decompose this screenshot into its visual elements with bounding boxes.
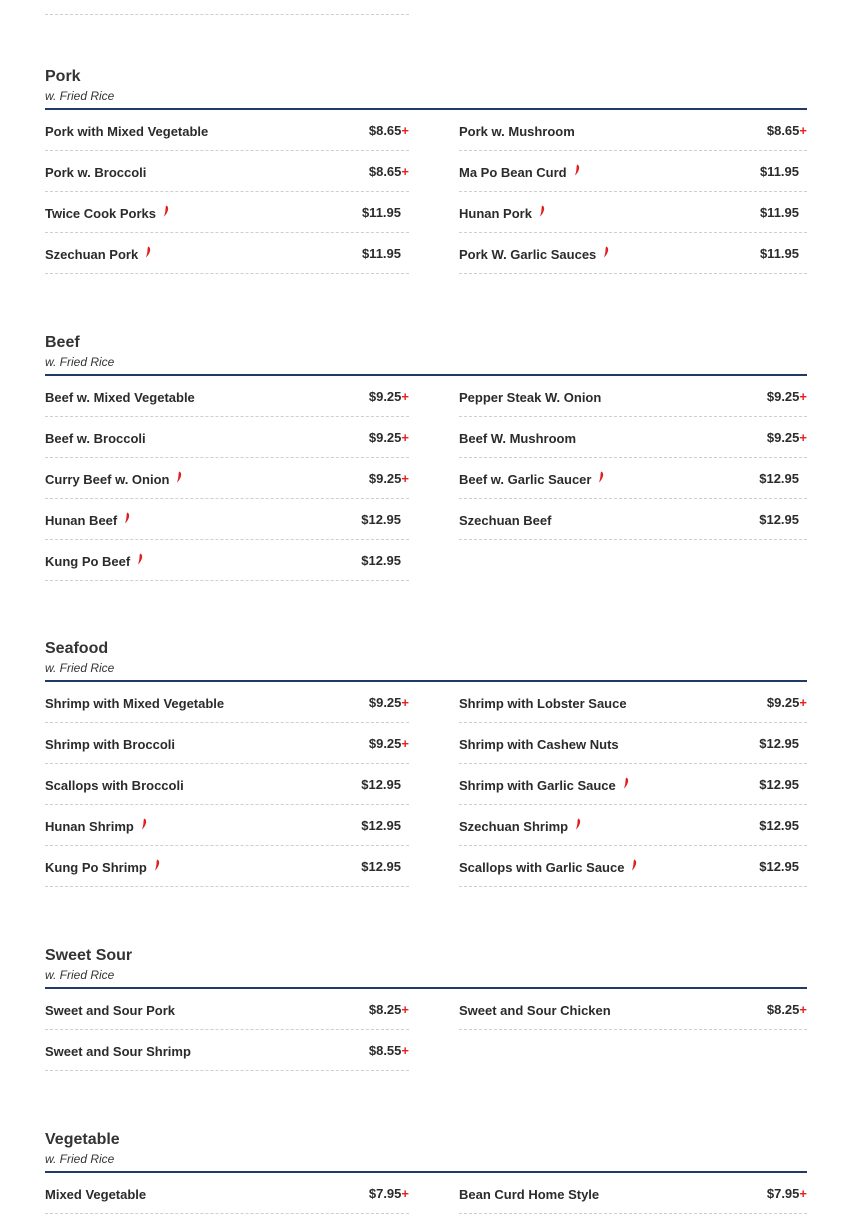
menu-item-beef-w-mixed-vegetable[interactable] <box>45 376 409 417</box>
price-value: $8.25 <box>368 1002 402 1017</box>
menu-item-name-text: Shrimp with Mixed Vegetable <box>45 696 225 711</box>
menu-item-name-text: Twice Cook Porks <box>45 206 157 221</box>
menu-item-szechuan-beef[interactable] <box>459 499 807 540</box>
menu-item-name-text: Scallops with Broccoli <box>45 778 184 793</box>
plus-icon[interactable]: + <box>799 695 807 710</box>
menu-item-sweet-and-sour-shrimp[interactable] <box>45 1030 409 1071</box>
price-value: $12.95 <box>759 512 799 527</box>
menu-item-price <box>369 471 409 486</box>
menu-item-name <box>459 390 601 405</box>
section-subtitle: w. Fried Rice <box>45 355 115 369</box>
price-value: $9.25 <box>766 695 800 710</box>
section-title: Beef <box>45 334 80 351</box>
price-value: $11.95 <box>759 205 799 220</box>
menu-column-left <box>45 376 409 581</box>
menu-item-name-text: Szechuan Pork <box>45 247 139 262</box>
menu-item-twice-cook-porks[interactable] <box>45 192 409 233</box>
menu-item-name-text: Beef w. Mixed Vegetable <box>45 390 195 405</box>
menu-item-name <box>45 819 147 834</box>
plus-icon[interactable]: + <box>401 1186 409 1201</box>
price-value: $9.25 <box>368 736 402 751</box>
menu-item-price <box>369 695 409 710</box>
menu-item-price <box>362 205 401 220</box>
menu-item-name <box>459 778 629 793</box>
menu-item-kung-po-shrimp[interactable] <box>45 846 409 887</box>
menu-item-name <box>45 431 146 446</box>
price-value: $12.95 <box>361 818 401 833</box>
menu-item-price <box>369 164 409 179</box>
menu-item-name <box>45 472 182 487</box>
menu-item-shrimp-with-broccoli[interactable] <box>45 723 409 764</box>
plus-icon[interactable]: + <box>799 123 807 138</box>
price-value: $11.95 <box>759 246 799 261</box>
menu-item-name-text: Szechuan Beef <box>459 513 552 528</box>
menu-item-price <box>362 246 401 261</box>
menu-column-left <box>45 110 409 274</box>
menu-item-name-text: Ma Po Bean Curd <box>459 165 567 180</box>
menu-column-left <box>45 989 409 1071</box>
menu-item-price <box>767 430 807 445</box>
menu-item-name-text: Pork with Mixed Vegetable <box>45 124 209 139</box>
section-subtitle: w. Fried Rice <box>45 1152 115 1166</box>
menu-item-name <box>459 165 580 180</box>
price-value: $9.25 <box>368 695 402 710</box>
menu-item-price <box>759 818 799 833</box>
menu-item-price <box>369 1002 409 1017</box>
menu-item-name-text: Curry Beef w. Onion <box>45 472 170 487</box>
section-title: Pork <box>45 68 81 85</box>
menu-item-pork-with-mixed-vegetable[interactable] <box>45 110 409 151</box>
menu-item-name <box>459 1187 599 1202</box>
menu-column-right <box>459 376 807 540</box>
menu-item-name-text: Shrimp with Broccoli <box>45 737 176 752</box>
menu-item-mixed-vegetable[interactable] <box>45 1173 409 1214</box>
menu-item-scallops-with-broccoli[interactable] <box>45 764 409 805</box>
menu-item-bean-curd-home-style[interactable] <box>459 1173 807 1214</box>
menu-item-price <box>361 553 401 568</box>
previous-section-last-row <box>45 0 409 15</box>
menu-item-hunan-beef[interactable] <box>45 499 409 540</box>
menu-item-name-text: Mixed Vegetable <box>45 1187 147 1202</box>
menu-item-price <box>767 1002 807 1017</box>
price-value: $12.95 <box>361 859 401 874</box>
chili-pepper-icon <box>539 205 545 220</box>
menu-column-left <box>45 682 409 887</box>
menu-item-name <box>459 737 619 752</box>
plus-icon[interactable]: + <box>401 389 409 404</box>
menu-item-name-text: Beef W. Mushroom <box>459 431 577 446</box>
menu-item-name <box>459 1003 611 1018</box>
menu-item-name <box>459 696 627 711</box>
chili-pepper-icon <box>603 246 609 261</box>
menu-item-name <box>459 206 545 221</box>
menu-item-name-text: Pork W. Garlic Sauces <box>459 247 597 262</box>
menu-item-name-text: Bean Curd Home Style <box>459 1187 600 1202</box>
menu-item-price <box>361 777 401 792</box>
menu-item-pork-w-garlic-sauces[interactable] <box>459 233 807 274</box>
menu-item-price <box>760 205 799 220</box>
menu-item-price <box>361 859 401 874</box>
chili-pepper-icon <box>124 512 130 527</box>
menu-item-beef-w-broccoli[interactable] <box>45 417 409 458</box>
price-value: $8.25 <box>766 1002 800 1017</box>
section-subtitle: w. Fried Rice <box>45 661 115 675</box>
menu-item-name-text: Sweet and Sour Pork <box>45 1003 176 1018</box>
menu-item-price <box>759 471 799 486</box>
section-title: Seafood <box>45 640 109 657</box>
menu-item-name-text: Hunan Shrimp <box>45 819 134 834</box>
plus-icon[interactable]: + <box>799 1002 807 1017</box>
menu-item-price <box>767 123 807 138</box>
menu-item-price <box>369 1043 409 1058</box>
section-subtitle: w. Fried Rice <box>45 89 115 103</box>
menu-item-name <box>45 165 146 180</box>
menu-item-name <box>459 472 604 487</box>
menu-item-name-text: Kung Po Shrimp <box>45 860 147 875</box>
menu-column-right <box>459 1173 807 1214</box>
menu-item-price <box>759 859 799 874</box>
menu-item-name-text: Szechuan Shrimp <box>459 819 569 834</box>
menu-item-name-text: Pork w. Broccoli <box>45 165 147 180</box>
menu-item-name <box>459 124 575 139</box>
chili-pepper-icon <box>141 818 147 833</box>
menu-item-name-text: Scallops with Garlic Sauce <box>459 860 625 875</box>
chili-pepper-icon <box>598 471 604 486</box>
price-value: $8.65 <box>368 123 402 138</box>
price-value: $8.65 <box>766 123 800 138</box>
section-title: Vegetable <box>45 1131 120 1148</box>
menu-item-sweet-and-sour-chicken[interactable] <box>459 989 807 1030</box>
menu-item-price <box>767 1186 807 1201</box>
menu-item-name <box>459 819 581 834</box>
menu-item-name-text: Kung Po Beef <box>45 554 131 569</box>
menu-item-name <box>459 431 576 446</box>
menu-item-name-text: Shrimp with Cashew Nuts <box>459 737 619 752</box>
chili-pepper-icon <box>154 859 160 874</box>
menu-item-price <box>369 123 409 138</box>
menu-item-price <box>760 246 799 261</box>
menu-item-name <box>45 554 143 569</box>
chili-pepper-icon <box>176 471 182 486</box>
menu-item-price <box>369 389 409 404</box>
plus-icon[interactable]: + <box>799 389 807 404</box>
menu-item-price <box>767 389 807 404</box>
menu-item-name <box>45 778 184 793</box>
price-value: $9.25 <box>368 389 402 404</box>
menu-item-sweet-and-sour-pork[interactable] <box>45 989 409 1030</box>
plus-icon[interactable]: + <box>401 164 409 179</box>
menu-item-name <box>45 390 195 405</box>
price-value: $11.95 <box>361 246 401 261</box>
menu-item-curry-beef-w-onion[interactable] <box>45 458 409 499</box>
menu-column-left <box>45 1173 409 1214</box>
price-value: $7.95 <box>368 1186 402 1201</box>
plus-icon[interactable]: + <box>401 123 409 138</box>
price-value: $12.95 <box>361 553 401 568</box>
chili-pepper-icon <box>145 246 151 261</box>
menu-item-name <box>459 513 551 528</box>
menu-column-right <box>459 989 807 1030</box>
menu-item-name <box>45 1044 191 1059</box>
chili-pepper-icon <box>137 553 143 568</box>
price-value: $7.95 <box>766 1186 800 1201</box>
price-value: $9.25 <box>368 471 402 486</box>
chili-pepper-icon <box>163 205 169 220</box>
plus-icon[interactable]: + <box>401 471 409 486</box>
menu-item-price <box>369 736 409 751</box>
price-value: $11.95 <box>361 205 401 220</box>
menu-item-name <box>45 513 130 528</box>
plus-icon[interactable]: + <box>799 1186 807 1201</box>
section-title: Sweet Sour <box>45 947 133 964</box>
menu-item-price <box>767 695 807 710</box>
menu-item-price <box>361 512 401 527</box>
price-value: $12.95 <box>361 777 401 792</box>
menu-item-name <box>459 860 637 875</box>
menu-item-name-text: Beef w. Broccoli <box>45 431 146 446</box>
price-value: $12.95 <box>759 471 799 486</box>
price-value: $11.95 <box>759 164 799 179</box>
price-value: $9.25 <box>766 389 800 404</box>
menu-item-pepper-steak-w-onion[interactable] <box>459 376 807 417</box>
menu-item-name <box>45 860 160 875</box>
menu-item-name-text: Hunan Beef <box>45 513 118 528</box>
menu-item-name <box>45 696 224 711</box>
menu-column-right <box>459 110 807 274</box>
menu-column-right <box>459 682 807 887</box>
menu-item-shrimp-with-garlic-sauce[interactable] <box>459 764 807 805</box>
menu-item-ma-po-bean-curd[interactable] <box>459 151 807 192</box>
menu-item-price <box>369 1186 409 1201</box>
menu-item-price <box>369 430 409 445</box>
menu-item-name <box>45 124 208 139</box>
menu-item-pork-w-broccoli[interactable] <box>45 151 409 192</box>
menu-item-name <box>45 1003 175 1018</box>
menu-item-kung-po-beef[interactable] <box>45 540 409 581</box>
price-value: $12.95 <box>759 736 799 751</box>
price-value: $9.25 <box>368 430 402 445</box>
menu-item-name-text: Pork w. Mushroom <box>459 124 575 139</box>
menu-item-name-text: Hunan Pork <box>459 206 532 221</box>
menu-item-name-text: Shrimp with Garlic Sauce <box>459 778 616 793</box>
price-value: $12.95 <box>759 777 799 792</box>
menu-item-beef-w-garlic-saucer[interactable] <box>459 458 807 499</box>
menu-item-price <box>759 736 799 751</box>
menu-item-name <box>459 247 609 262</box>
menu-item-name <box>45 1187 146 1202</box>
price-value: $9.25 <box>766 430 800 445</box>
price-value: $12.95 <box>759 859 799 874</box>
menu-item-price <box>361 818 401 833</box>
plus-icon[interactable]: + <box>401 695 409 710</box>
menu-item-szechuan-pork[interactable] <box>45 233 409 274</box>
chili-pepper-icon <box>575 818 581 833</box>
menu-item-hunan-shrimp[interactable] <box>45 805 409 846</box>
plus-icon[interactable]: + <box>401 1002 409 1017</box>
menu-item-name-text: Sweet and Sour Chicken <box>459 1003 611 1018</box>
menu-item-shrimp-with-mixed-vegetable[interactable] <box>45 682 409 723</box>
menu-item-hunan-pork[interactable] <box>459 192 807 233</box>
plus-icon[interactable]: + <box>401 1043 409 1058</box>
chili-pepper-icon <box>623 777 629 792</box>
price-value: $8.65 <box>368 164 402 179</box>
menu-item-name <box>45 206 169 221</box>
price-value: $12.95 <box>361 512 401 527</box>
menu-item-pork-w-mushroom[interactable] <box>459 110 807 151</box>
menu-item-name <box>45 737 175 752</box>
menu-item-name-text: Beef w. Garlic Saucer <box>459 472 592 487</box>
menu-item-name <box>45 247 151 262</box>
menu-item-szechuan-shrimp[interactable] <box>459 805 807 846</box>
price-value: $12.95 <box>759 818 799 833</box>
menu-item-shrimp-with-lobster-sauce[interactable] <box>459 682 807 723</box>
plus-icon[interactable]: + <box>401 430 409 445</box>
plus-icon[interactable]: + <box>799 430 807 445</box>
menu-item-scallops-with-garlic-sauce[interactable] <box>459 846 807 887</box>
menu-item-name-text: Shrimp with Lobster Sauce <box>459 696 627 711</box>
menu-item-name-text: Sweet and Sour Shrimp <box>45 1044 191 1059</box>
menu-item-price <box>759 512 799 527</box>
price-value: $8.55 <box>368 1043 402 1058</box>
menu-item-shrimp-with-cashew-nuts[interactable] <box>459 723 807 764</box>
plus-icon[interactable]: + <box>401 736 409 751</box>
menu-item-price <box>760 164 799 179</box>
menu-item-beef-w-mushroom[interactable] <box>459 417 807 458</box>
section-subtitle: w. Fried Rice <box>45 968 115 982</box>
menu-item-price <box>759 777 799 792</box>
menu-item-name-text: Pepper Steak W. Onion <box>459 390 602 405</box>
chili-pepper-icon <box>574 164 580 179</box>
chili-pepper-icon <box>631 859 637 874</box>
